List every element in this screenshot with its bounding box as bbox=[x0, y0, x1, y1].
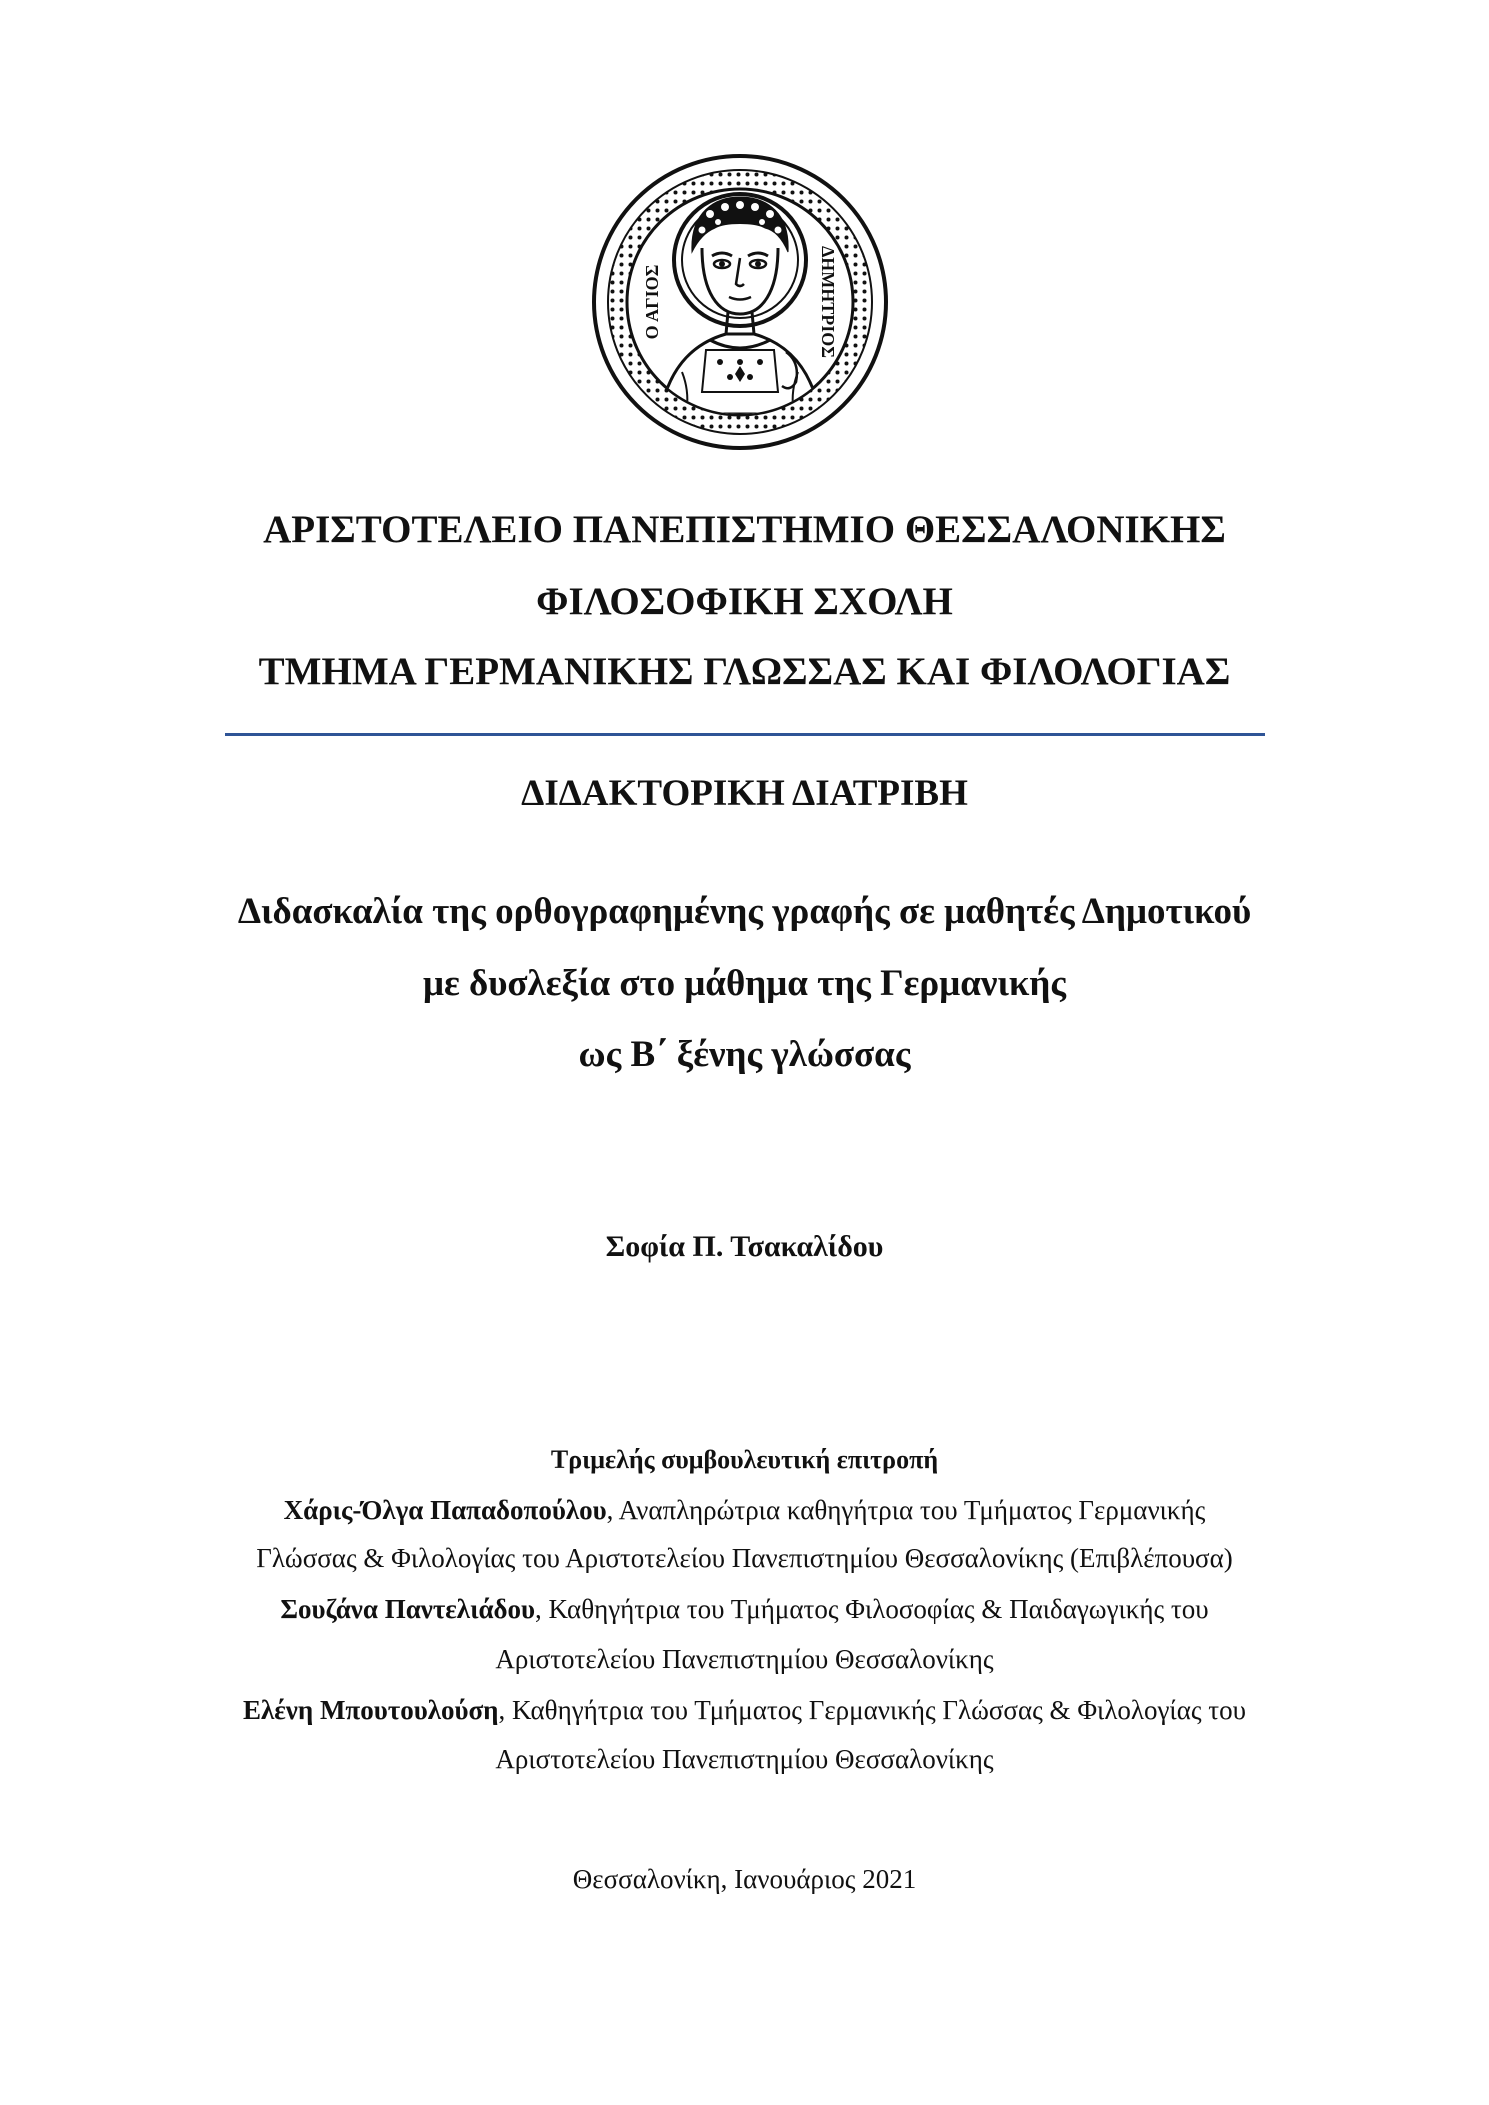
department-name: ΤΜΗΜΑ ΓΕΡΜΑΝΙΚΗΣ ΓΛΩΣΣΑΣ ΚΑΙ ΦΙΛΟΛΟΓΙΑΣ bbox=[258, 650, 1231, 693]
place-and-date: Θεσσαλονίκη, Ιανουάριος 2021 bbox=[572, 1864, 917, 1894]
committee-member-3-line-2: Αριστοτελείου Πανεπιστημίου Θεσσαλονίκης bbox=[495, 1744, 994, 1774]
thesis-title-line-3: ως Β΄ ξένης γλώσσας bbox=[578, 1034, 911, 1075]
committee-member-2-role: , Καθηγήτρια του Τμήματος Φιλοσοφίας & Παιδαγωγικής του bbox=[535, 1594, 1209, 1624]
committee-member-1-role: , Αναπληρώτρια καθηγήτρια του Τμήματος Γερμανικής bbox=[606, 1495, 1206, 1525]
committee-heading: Τριμελής συμβουλευτική επιτροπή bbox=[550, 1445, 939, 1474]
thesis-type: ΔΙΔΑΚΤΟΡΙΚΗ ΔΙΑΤΡΙΒΗ bbox=[521, 773, 968, 814]
committee-member-1-name: Χάρις-Όλγα Παπαδοπούλου bbox=[283, 1495, 607, 1525]
author-name: Σοφία Π. Τσακαλίδου bbox=[605, 1230, 884, 1263]
thesis-title-line-2: με δυσλεξία στο μάθημα της Γερμανικής bbox=[422, 963, 1067, 1004]
university-seal-logo bbox=[590, 152, 890, 452]
committee-member-3-line-1 bbox=[0, 1697, 1489, 1724]
seal-right-inscription: ΔΗΜΗΤΡΙΟΣ bbox=[818, 245, 838, 359]
thesis-title-line-1: Διδασκαλία της ορθογραφημένης γραφής σε μαθητές Δημοτικού bbox=[237, 891, 1252, 932]
seal-left-inscription: Ο ΑΓΙΟΣ bbox=[642, 264, 662, 340]
committee-member-2-line-1 bbox=[0, 1596, 1489, 1623]
committee-member-3-name: Ελένη Μπουτουλούση bbox=[243, 1695, 499, 1725]
title-divider bbox=[225, 733, 1265, 736]
university-name: ΑΡΙΣΤΟΤΕΛΕΙΟ ΠΑΝΕΠΙΣΤΗΜΙΟ ΘΕΣΣΑΛΟΝΙΚΗΣ bbox=[263, 508, 1226, 551]
committee-member-3-role: , Καθηγήτρια του Τμήματος Γερμανικής Γλώσσας & Φιλολογίας του bbox=[498, 1695, 1246, 1725]
committee-member-2-line-2: Αριστοτελείου Πανεπιστημίου Θεσσαλονίκης bbox=[495, 1644, 994, 1674]
committee-member-1-line-2: Γλώσσας & Φιλολογίας του Αριστοτελείου Πανεπιστημίου Θεσσαλονίκης (Επιβλέπουσα) bbox=[256, 1543, 1233, 1573]
committee-member-2-name: Σουζάνα Παντελιάδου bbox=[280, 1594, 536, 1624]
committee-member-1-line-1 bbox=[0, 1497, 1489, 1524]
school-name: ΦΙΛΟΣΟΦΙΚΗ ΣΧΟΛΗ bbox=[536, 580, 953, 623]
